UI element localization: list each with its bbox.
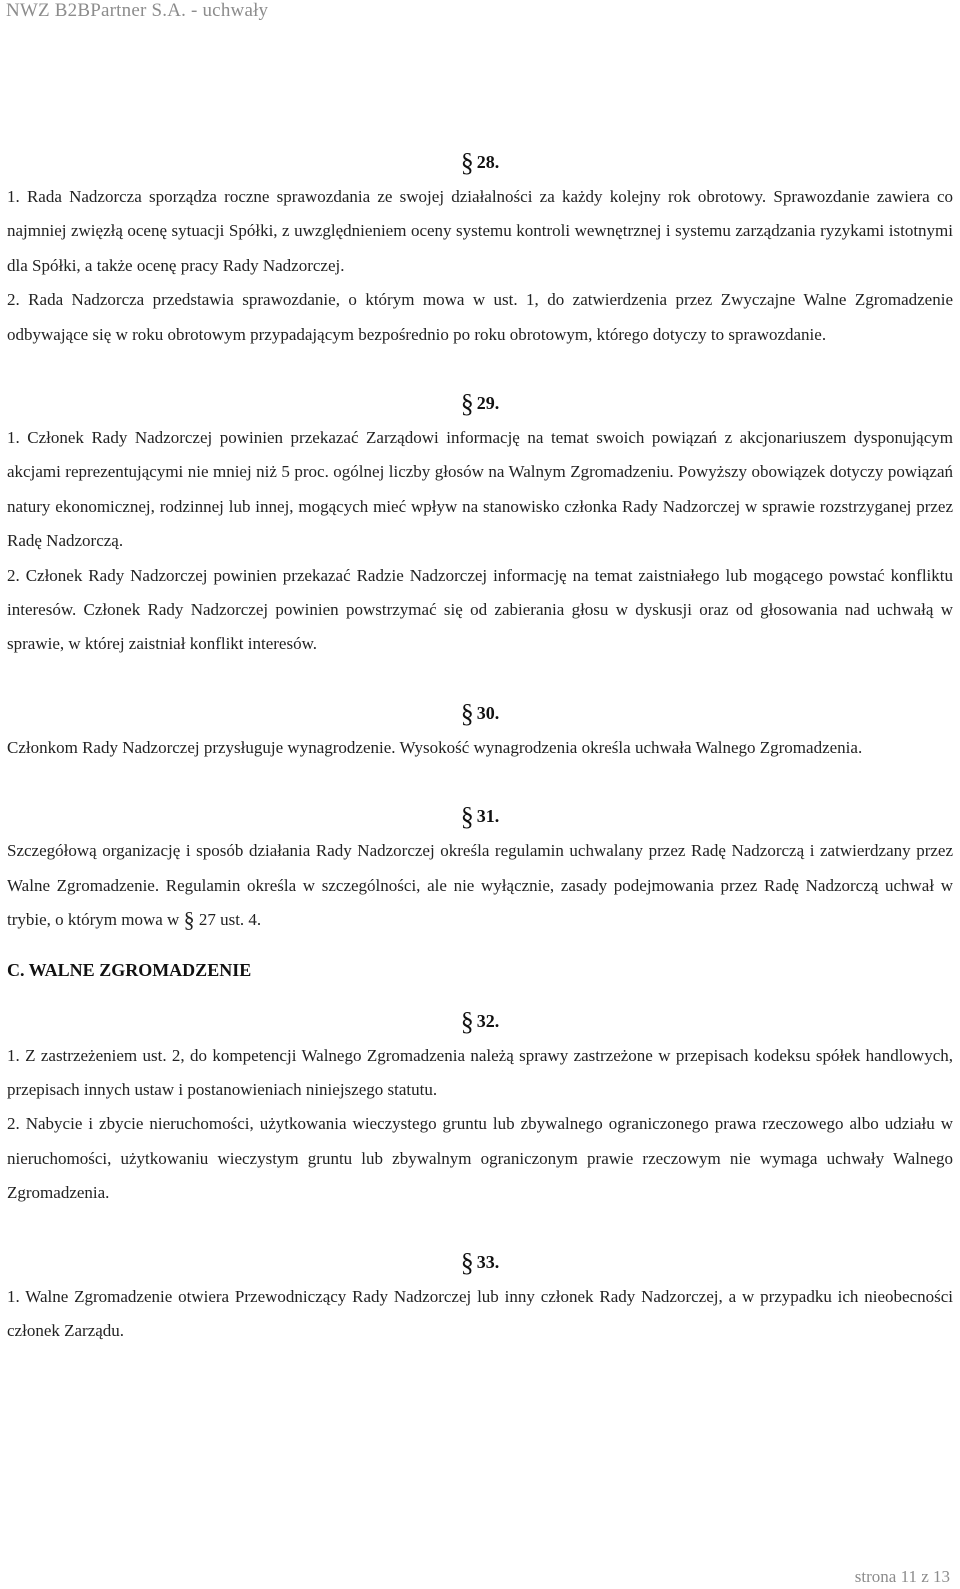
section-heading-33	[7, 1245, 953, 1280]
section-sign-icon: §	[460, 389, 474, 419]
document-body	[7, 145, 953, 1348]
section-sign-icon: §	[460, 1247, 474, 1277]
section-sign-icon: §	[460, 698, 474, 728]
paragraph: 1. Rada Nadzorcza sporządza roczne sprawozdania ze swojej działalności za każdy kolejny rok obrotowy. Sprawozdanie zawiera co najmniej zwięzłą ocenę sytuacji Spółki, z uwzględnieniem oceny systemu kontroli wewnętrznej i systemu zarządzania ryzykami istotnymi dla Spółki, a także ocenę pracy Rady Nadzorczej.	[7, 187, 953, 275]
section-number: 33.	[476, 1251, 500, 1272]
section-number: 30.	[476, 702, 500, 723]
section-heading-29	[7, 386, 953, 421]
section-heading-28	[7, 145, 953, 180]
paragraph: 1. Z zastrzeżeniem ust. 2, do kompetencji Walnego Zgromadzenia należą sprawy zastrzeżone w przepisach kodeksu spółek handlowych, przepisach innych ustaw i postanowieniach niniejszego statutu.	[7, 1045, 953, 1099]
section-number: 32.	[476, 1010, 500, 1031]
section-number: 29.	[476, 393, 500, 414]
paragraph: 1. Członek Rady Nadzorczej powinien przekazać Zarządowi informację na temat swoich powiązań z akcjonariuszem dysponującym akcjami reprezentującymi nie mniej niż 5 proc. ogólnej liczby głosów na Walnym Zgromadzeniu. Powyższy obowiązek dotyczy powiązań natury ekonomicznej, rodzinnej lub innej, mogących mieć wpływ na stanowisko członka Rady Nadzorczej w sprawie rozstrzyganej przez Radę Nadzorczą.	[7, 428, 953, 551]
section-sign-icon: §	[183, 907, 195, 933]
section-sign-icon: §	[460, 802, 474, 832]
section-heading-30	[7, 696, 953, 731]
paragraph	[7, 834, 953, 937]
paragraph-text: 27 ust. 4.	[194, 910, 262, 930]
section-sign-icon: §	[460, 148, 474, 177]
section-heading-31	[7, 799, 953, 834]
paragraph: 2. Nabycie i zbycie nieruchomości, użytkowania wieczystego gruntu lub zbywalnego ograniczonego prawa rzeczowego albo udziału w nieruchomości, użytkowaniu wieczystym gruntu lub zbywalnym ograniczonym prawie rzeczowym nie wymaga uchwały Walnego Zgromadzenia.	[7, 1114, 953, 1203]
document-header-title: NWZ B2BPartner S.A. - uchwały	[6, 0, 269, 21]
paragraph: 1. Walne Zgromadzenie otwiera Przewodniczący Rady Nadzorczej lub inny członek Rady Nadzorczej, a w przypadku ich nieobecności członek Zarządu.	[7, 1286, 953, 1340]
chapter-heading: C. WALNE ZGROMADZENIE	[7, 959, 252, 980]
section-number: 31.	[476, 806, 500, 827]
paragraph-text: Szczegółową organizację i sposób działania Rady Nadzorczej określa regulamin uchwalany przez Radę Nadzorczą i zatwierdzany przez Walne Zgromadzenie. Regulamin określa w szczególności, ale nie wyłącznie, zasady podejmowania przez Radę Nadzorczą uchwał w trybie, o którym mowa w	[7, 841, 953, 930]
section-sign-icon: §	[460, 1006, 474, 1036]
section-number: 28.	[476, 152, 500, 172]
paragraph: 2. Członek Rady Nadzorczej powinien przekazać Radzie Nadzorczej informację na temat zaistniałego lub mogącego powstać konfliktu interesów. Członek Rady Nadzorczej powinien powstrzymać się od zabierania głosu w dyskusji oraz od głosowania nad uchwałą w sprawie, w której zaistniał konflikt interesów.	[7, 565, 953, 654]
paragraph: Członkom Rady Nadzorczej przysługuje wynagrodzenie. Wysokość wynagrodzenia określa uchwała Walnego Zgromadzenia.	[7, 737, 863, 757]
section-heading-32	[7, 1004, 953, 1039]
page-number: strona 11 z 13	[854, 1567, 950, 1586]
paragraph: 2. Rada Nadzorcza przedstawia sprawozdanie, o którym mowa w ust. 1, do zatwierdzenia przez Zwyczajne Walne Zgromadzenie odbywające się w roku obrotowym przypadającym bezpośrednio po roku obrotowym, którego dotyczy to sprawozdanie.	[7, 290, 953, 344]
